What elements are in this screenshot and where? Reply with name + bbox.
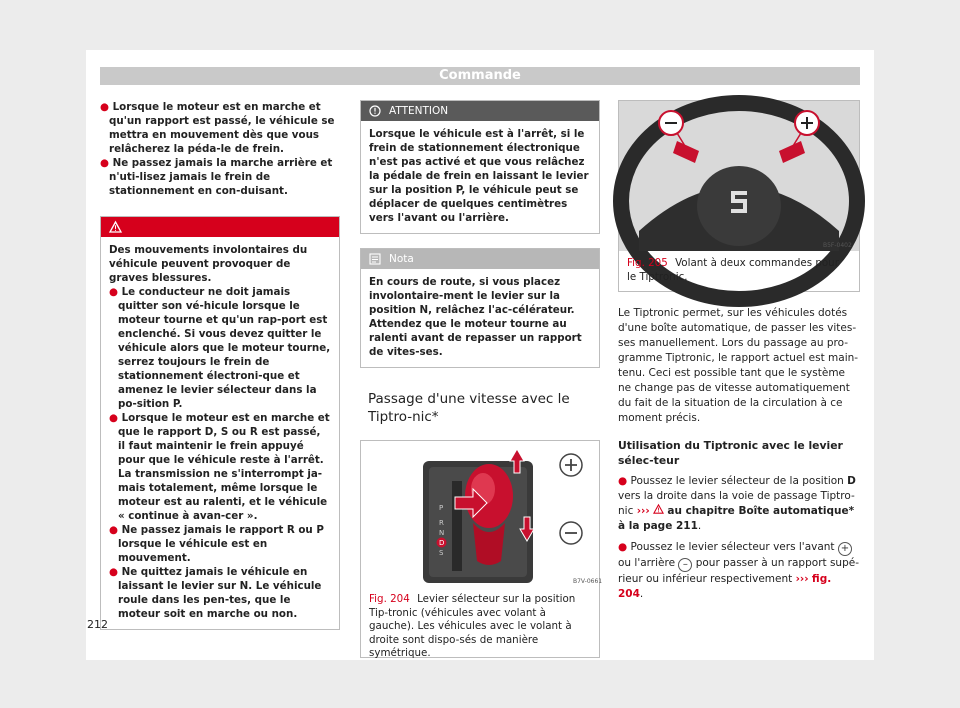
steering-wheel-illustration (619, 101, 859, 251)
gear-letter: R (439, 519, 444, 527)
note-title: Nota (389, 253, 414, 265)
instruction-1: ● Poussez le levier sélecteur de la position D vers la droite dans la voie de passage Tiptro-nic ››› au chapitre Boîte automatique* à la page 211. (618, 475, 856, 532)
attention-title: ATTENTION (389, 105, 449, 117)
note-header (361, 249, 599, 269)
attention-header (361, 101, 599, 121)
gear-letter: N (439, 529, 445, 537)
warning-intro: Des mouvements involontaires du véhicule peuvent provoquer de graves blessures. (109, 244, 308, 284)
warning-triangle-icon (109, 221, 122, 233)
warning-box (100, 216, 340, 630)
figure-label: Fig. 205 (627, 257, 668, 269)
reference-arrows: ››› (795, 573, 809, 585)
warning-header (101, 217, 339, 237)
figure-caption-text: Levier sélecteur sur la position Tip-tronic (véhicules avec volant à gauche). Les véhicules avec le volant à droite sont dispo-sés de manière symétrique. (369, 593, 576, 659)
bullet-item: ● Le conducteur ne doit jamais quitter son vé-hicule lorsque le moteur tourne et qu'un rap-port est enclenché. Si vous devez quitter le véhicule alors que le moteur tourne, serrez toujours le frein de stationnement électroni-que et amenez le levier sélecteur dans la po-sition P. (109, 286, 331, 410)
figure-caption (361, 587, 599, 669)
figure-code: B7V-0661 (573, 578, 603, 585)
figure-code: B5F-0402 (823, 242, 852, 249)
column-3 (618, 100, 860, 602)
figure-reference-link[interactable]: fig. 204 (618, 573, 832, 600)
info-circle-icon (369, 105, 381, 117)
warning-title: AVERTISSEMENT (130, 221, 217, 233)
bullet-item: ● Ne quittez jamais le véhicule en laissant le levier sur N. Le véhicule roule dans les pen-tes, que le moteur soit en marche ou non. (109, 566, 322, 620)
plus-icon: + (838, 542, 852, 556)
figure-204 (360, 440, 603, 659)
note-icon (369, 253, 381, 265)
page-number: 212 (87, 618, 108, 631)
gear-letter: D (439, 539, 445, 547)
attention-box (360, 100, 600, 234)
section-heading-wrap (360, 390, 600, 426)
figure-caption-text: Volant à deux commandes pour le Tiptronic. (627, 257, 839, 283)
warning-body (101, 237, 339, 629)
intro-bullets (100, 100, 340, 198)
attention-text: Lorsque le véhicule est à l'arrêt, si le frein de stationnement électronique n'est pas activé et que vous relâchez la pédale de frein en laissant le levier sur la position P, le véhicule peut se déplacer de quelques centimètres vers l'avant ou l'arrière. (369, 128, 589, 224)
figure-label: Fig. 204 (369, 593, 410, 605)
subsection-title: Utilisation du Tiptronic avec le levier sélec-teur (618, 439, 843, 467)
cross-reference-link[interactable]: au chapitre Boîte automatique* à la page 211 (618, 505, 855, 532)
bullet-item: ● Ne passez jamais le rapport R ou P lorsque le véhicule est en mouvement. (109, 524, 324, 564)
bullet-item: ● Lorsque le moteur est en marche et que le rapport D, S ou R est passé, il faut maintenir le frein appuyé pour que le véhicule reste à l'arrêt. La transmission ne s'interrompt ja-mais totalement, même lorsque le moteur est au ralenti, et le véhicule « continue à avan-cer ». (109, 412, 330, 522)
note-box (360, 248, 600, 368)
instruction-2: ● Poussez le levier sélecteur vers l'avant + ou l'arrière – pour passer à un rapport supé-rieur ou inférieur respectivement ››› fig. 204. (618, 541, 860, 600)
note-body (361, 269, 599, 367)
minus-icon: – (678, 558, 692, 572)
gear-letter: P (439, 504, 444, 512)
figure-205 (618, 100, 860, 292)
bullet-item: ● Ne passez jamais la marche arrière et n'uti-lisez jamais le frein de stationnement en con-duisant. (100, 157, 333, 197)
bullet-item: ● Lorsque le moteur est en marche et qu'un rapport est passé, le véhicule se mettra en mouvement dès que vous relâcherez la péda-le de frein. (100, 101, 335, 155)
gear-letter: S (439, 549, 444, 557)
section-title: Passage d'une vitesse avec le Tiptro-nic* (368, 391, 570, 425)
gear-selector-illustration (361, 441, 603, 587)
column-2 (360, 100, 603, 659)
page-header: Commande (100, 67, 860, 85)
attention-body (361, 121, 599, 233)
intro-paragraph: Le Tiptronic permet, sur les véhicules dotés d'une boîte automatique, de passer les vites-ses manuellement. Lors du passage au pro-gramme Tiptronic, le rapport actuel est main-tenu. Ceci est possible tant que le système ne change pas de vitesse automatiquement du fait de la situation de la circulation à ce moment précis. (618, 307, 859, 424)
reference-arrows: ››› (636, 505, 650, 517)
note-text: En cours de route, si vous placez involontaire-ment le levier sur la position N, relâchez l'ac-célérateur. Attendez que le moteur tourne au ralenti avant de repasser un rapport de vites-ses. (369, 276, 582, 358)
warning-triangle-icon (653, 504, 664, 514)
column-1 (100, 100, 340, 630)
